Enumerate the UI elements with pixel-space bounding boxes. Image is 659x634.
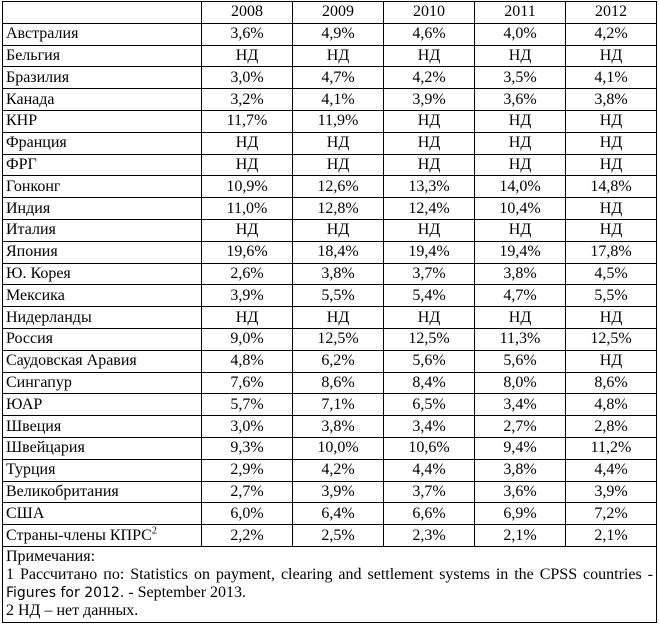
value-cell: 3,9% xyxy=(293,481,384,503)
value-cell: 4,2% xyxy=(293,459,384,481)
value-cell: НД xyxy=(566,198,657,220)
value-cell: НД xyxy=(384,110,475,132)
value-cell: 3,7% xyxy=(384,481,475,503)
value-cell: 14,0% xyxy=(475,176,566,198)
table-row xyxy=(3,437,657,459)
table-row xyxy=(3,285,657,307)
country-name: Гонконг xyxy=(6,177,61,195)
country-name: Австралия xyxy=(6,25,79,43)
value-cell: 2,7% xyxy=(202,481,293,503)
country-cell xyxy=(3,198,202,220)
value-cell: 12,6% xyxy=(293,176,384,198)
value-cell: 19,4% xyxy=(475,241,566,263)
value-cell: 3,6% xyxy=(475,89,566,111)
value-cell: 10,6% xyxy=(384,437,475,459)
value-cell: НД xyxy=(566,110,657,132)
note-1-prefix: 1 Рассчитано по: Statistics on payment, clearing and settlement systems in the CPSS countries - xyxy=(6,565,653,583)
value-cell: 2,7% xyxy=(475,416,566,438)
value-cell: 9,4% xyxy=(475,437,566,459)
table-row xyxy=(3,198,657,220)
value-cell: 2,2% xyxy=(202,525,293,547)
country-cell xyxy=(3,89,202,111)
value-cell: НД xyxy=(475,110,566,132)
value-cell: 11,0% xyxy=(202,198,293,220)
value-cell: 4,2% xyxy=(384,67,475,89)
value-cell: 9,3% xyxy=(202,437,293,459)
value-cell: НД xyxy=(384,45,475,67)
value-cell: 3,8% xyxy=(293,416,384,438)
country-name: США xyxy=(6,504,45,522)
country-name: Италия xyxy=(6,221,56,239)
value-cell: НД xyxy=(566,154,657,176)
country-cell xyxy=(3,176,202,198)
country-cell xyxy=(3,350,202,372)
country-cell xyxy=(3,394,202,416)
country-cell xyxy=(3,154,202,176)
value-cell: НД xyxy=(293,307,384,329)
country-cell xyxy=(3,45,202,67)
value-cell: 12,5% xyxy=(293,328,384,350)
value-cell: 12,8% xyxy=(293,198,384,220)
value-cell: 6,9% xyxy=(475,503,566,525)
value-cell: 5,4% xyxy=(384,285,475,307)
value-cell: 6,4% xyxy=(293,503,384,525)
value-cell: 17,8% xyxy=(566,241,657,263)
value-cell: 8,6% xyxy=(293,372,384,394)
value-cell: 18,4% xyxy=(293,241,384,263)
country-cell xyxy=(3,481,202,503)
value-cell: НД xyxy=(293,154,384,176)
value-cell: НД xyxy=(566,45,657,67)
note-1-figures: Figures for 2012. xyxy=(6,584,125,601)
value-cell: 3,5% xyxy=(475,67,566,89)
value-cell: 4,1% xyxy=(566,67,657,89)
country-name: Россия xyxy=(6,330,54,348)
country-cell xyxy=(3,416,202,438)
notes-cell xyxy=(3,546,657,622)
country-name: Франция xyxy=(6,134,67,152)
value-cell: НД xyxy=(384,219,475,241)
value-cell: 4,7% xyxy=(475,285,566,307)
value-cell: 12,5% xyxy=(384,328,475,350)
value-cell: 4,4% xyxy=(384,459,475,481)
value-cell: 4,2% xyxy=(566,23,657,45)
country-cell xyxy=(3,307,202,329)
value-cell: НД xyxy=(384,132,475,154)
table-row xyxy=(3,67,657,89)
notes-heading: Примечания: xyxy=(6,547,96,565)
value-cell: НД xyxy=(293,219,384,241)
value-cell: 10,0% xyxy=(293,437,384,459)
value-cell: 4,8% xyxy=(566,394,657,416)
value-cell: 8,0% xyxy=(475,372,566,394)
value-cell: НД xyxy=(293,132,384,154)
document-page xyxy=(2,1,657,623)
value-cell: 5,5% xyxy=(293,285,384,307)
value-cell: НД xyxy=(475,132,566,154)
table-row xyxy=(3,459,657,481)
country-name: Турция xyxy=(6,461,56,479)
value-cell: НД xyxy=(384,307,475,329)
value-cell: 3,8% xyxy=(475,263,566,285)
value-cell: 11,7% xyxy=(202,110,293,132)
country-cell xyxy=(3,67,202,89)
table-row xyxy=(3,219,657,241)
note-2: 2 НД – нет данных. xyxy=(6,601,139,619)
value-cell: 14,8% xyxy=(566,176,657,198)
value-cell: 9,0% xyxy=(202,328,293,350)
year-header: 2008 xyxy=(202,2,293,24)
value-cell: 5,5% xyxy=(566,285,657,307)
country-cell xyxy=(3,503,202,525)
value-cell: НД xyxy=(202,154,293,176)
country-cell xyxy=(3,437,202,459)
country-name: Страны-члены КПРС xyxy=(6,526,152,544)
country-cell xyxy=(3,219,202,241)
country-name: ФРГ xyxy=(6,155,37,173)
value-cell: НД xyxy=(202,45,293,67)
value-cell: 5,6% xyxy=(384,350,475,372)
value-cell: 2,8% xyxy=(566,416,657,438)
value-cell: 4,4% xyxy=(566,459,657,481)
year-header: 2012 xyxy=(566,2,657,24)
table-row xyxy=(3,154,657,176)
value-cell: 4,1% xyxy=(293,89,384,111)
value-cell: НД xyxy=(384,154,475,176)
value-cell: 3,9% xyxy=(202,285,293,307)
table-row xyxy=(3,350,657,372)
country-name: Великобритания xyxy=(6,482,119,500)
value-cell: 3,6% xyxy=(475,481,566,503)
value-cell: 13,3% xyxy=(384,176,475,198)
value-cell: 2,6% xyxy=(202,263,293,285)
table-header-row xyxy=(3,2,657,24)
value-cell: НД xyxy=(293,45,384,67)
country-name: Бельгия xyxy=(6,46,61,64)
value-cell: 11,9% xyxy=(293,110,384,132)
value-cell: 3,9% xyxy=(384,89,475,111)
country-name: Саудовская Аравия xyxy=(6,352,137,370)
value-cell: 4,6% xyxy=(384,23,475,45)
country-name: Индия xyxy=(6,199,51,217)
country-name: КНР xyxy=(6,112,38,130)
country-name: Мексика xyxy=(6,286,65,304)
value-cell: 4,9% xyxy=(293,23,384,45)
note-1-suffix: - September 2013. xyxy=(124,583,247,601)
table-row xyxy=(3,372,657,394)
value-cell: 2,1% xyxy=(566,525,657,547)
value-cell: 3,9% xyxy=(566,481,657,503)
table-row xyxy=(3,89,657,111)
country-name: Швеция xyxy=(6,417,62,435)
value-cell: 6,5% xyxy=(384,394,475,416)
country-name: Ю. Корея xyxy=(6,264,71,282)
country-cell xyxy=(3,285,202,307)
value-cell: 3,8% xyxy=(475,459,566,481)
value-cell: 4,8% xyxy=(202,350,293,372)
value-cell: 7,1% xyxy=(293,394,384,416)
value-cell: 3,6% xyxy=(202,23,293,45)
value-cell: НД xyxy=(202,307,293,329)
table-row xyxy=(3,394,657,416)
year-header: 2011 xyxy=(475,2,566,24)
value-cell: 12,4% xyxy=(384,198,475,220)
country-name: Швейцария xyxy=(6,439,85,457)
value-cell: 6,2% xyxy=(293,350,384,372)
value-cell: НД xyxy=(566,350,657,372)
table-row xyxy=(3,525,657,547)
value-cell: 3,2% xyxy=(202,89,293,111)
country-cell xyxy=(3,110,202,132)
value-cell: 5,7% xyxy=(202,394,293,416)
table-row xyxy=(3,132,657,154)
value-cell: НД xyxy=(475,154,566,176)
value-cell: 5,6% xyxy=(475,350,566,372)
country-cell xyxy=(3,132,202,154)
table-row xyxy=(3,416,657,438)
table-row xyxy=(3,110,657,132)
value-cell: НД xyxy=(566,132,657,154)
table-row xyxy=(3,328,657,350)
country-name: ЮАР xyxy=(6,395,43,413)
value-cell: 2,9% xyxy=(202,459,293,481)
value-cell: 4,5% xyxy=(566,263,657,285)
value-cell: 4,7% xyxy=(293,67,384,89)
value-cell: 19,6% xyxy=(202,241,293,263)
country-name: Бразилия xyxy=(6,68,70,86)
value-cell: 19,4% xyxy=(384,241,475,263)
value-cell: 3,4% xyxy=(384,416,475,438)
year-header: 2010 xyxy=(384,2,475,24)
value-cell: 11,2% xyxy=(566,437,657,459)
note-1 xyxy=(6,566,653,602)
value-cell: НД xyxy=(566,219,657,241)
country-name: Нидерланды xyxy=(6,308,92,326)
year-header: 2009 xyxy=(293,2,384,24)
value-cell: 7,2% xyxy=(566,503,657,525)
value-cell: НД xyxy=(475,219,566,241)
footnote-marker: 2 xyxy=(151,525,157,537)
country-cell xyxy=(3,525,202,547)
country-cell xyxy=(3,372,202,394)
table-body xyxy=(3,23,657,546)
table-row xyxy=(3,241,657,263)
table-row xyxy=(3,481,657,503)
notes-row xyxy=(3,546,657,622)
value-cell: 10,4% xyxy=(475,198,566,220)
value-cell: 2,3% xyxy=(384,525,475,547)
value-cell: 2,1% xyxy=(475,525,566,547)
corner-cell xyxy=(3,2,202,24)
value-cell: 3,8% xyxy=(293,263,384,285)
value-cell: 3,4% xyxy=(475,394,566,416)
value-cell: 3,8% xyxy=(566,89,657,111)
value-cell: 3,7% xyxy=(384,263,475,285)
country-name: Канада xyxy=(6,90,55,108)
country-cell xyxy=(3,328,202,350)
value-cell: 3,0% xyxy=(202,67,293,89)
country-cell xyxy=(3,459,202,481)
value-cell: НД xyxy=(202,219,293,241)
country-cell xyxy=(3,23,202,45)
value-cell: 8,6% xyxy=(566,372,657,394)
table-row xyxy=(3,45,657,67)
statistics-table xyxy=(2,1,657,623)
value-cell: 8,4% xyxy=(384,372,475,394)
table-row xyxy=(3,23,657,45)
country-cell xyxy=(3,241,202,263)
value-cell: 6,0% xyxy=(202,503,293,525)
value-cell: 12,5% xyxy=(566,328,657,350)
country-name: Сингапур xyxy=(6,373,72,391)
value-cell: 7,6% xyxy=(202,372,293,394)
value-cell: 6,6% xyxy=(384,503,475,525)
value-cell: 11,3% xyxy=(475,328,566,350)
country-name: Япония xyxy=(6,243,58,261)
country-cell xyxy=(3,263,202,285)
value-cell: 2,5% xyxy=(293,525,384,547)
value-cell: НД xyxy=(475,45,566,67)
value-cell: НД xyxy=(202,132,293,154)
value-cell: 10,9% xyxy=(202,176,293,198)
value-cell: НД xyxy=(475,307,566,329)
table-row xyxy=(3,307,657,329)
table-row xyxy=(3,263,657,285)
table-row xyxy=(3,503,657,525)
value-cell: 3,0% xyxy=(202,416,293,438)
value-cell: 4,0% xyxy=(475,23,566,45)
value-cell: НД xyxy=(566,307,657,329)
table-row xyxy=(3,176,657,198)
